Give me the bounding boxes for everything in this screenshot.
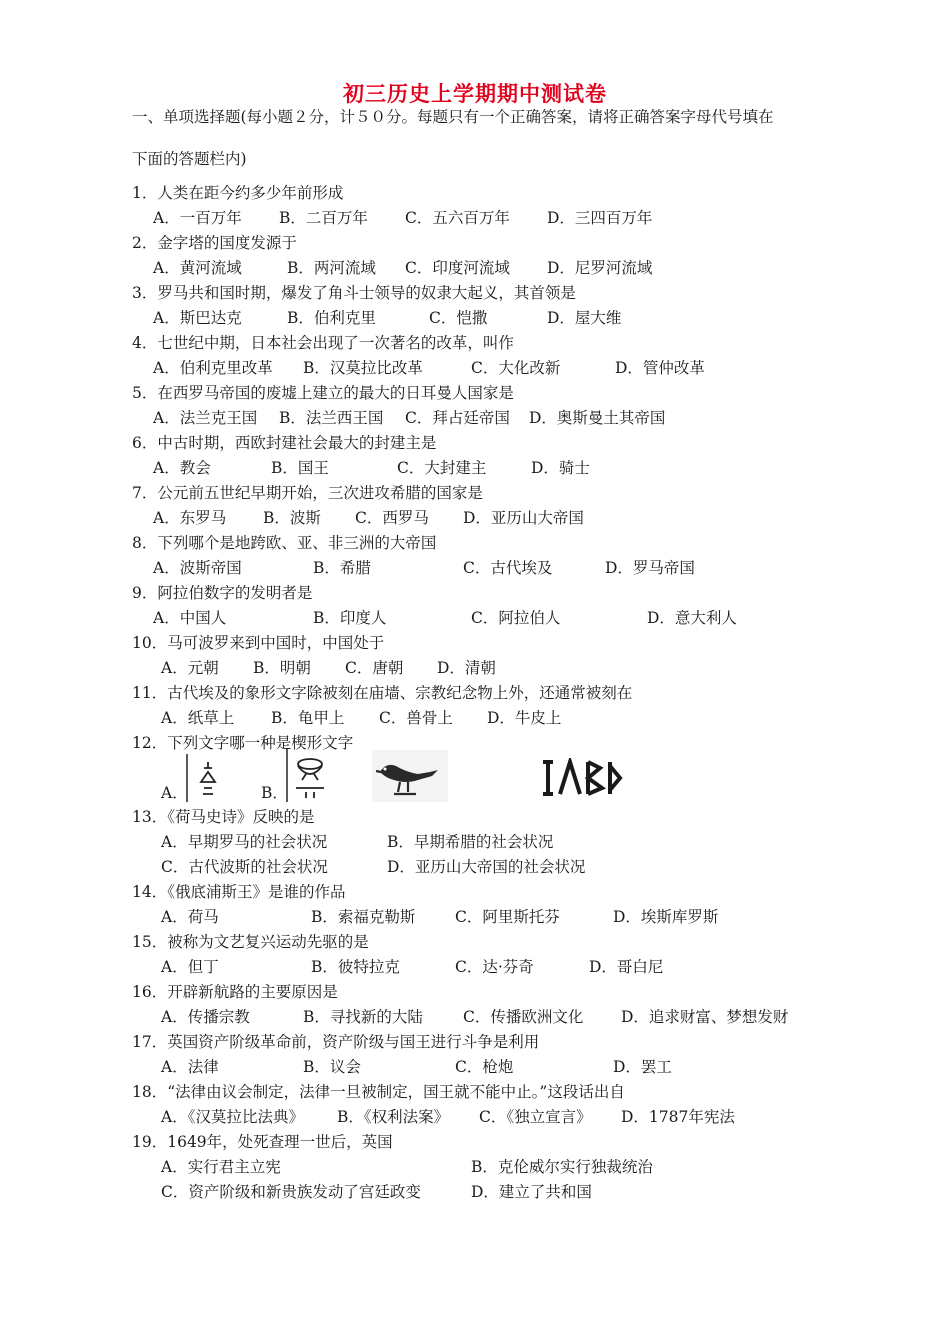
question-4-option-d: D．管仲改革 xyxy=(615,359,705,377)
question-1-option-d: D．三四百万年 xyxy=(547,209,653,227)
question-9-option-b: B．印度人 xyxy=(313,609,387,627)
question-18-option-c: C．《独立宣言》 xyxy=(479,1108,592,1126)
question-9-option-a: A．中国人 xyxy=(153,609,227,627)
question-5-stem: 5．在西罗马帝国的废墟上建立的最大的日耳曼人国家是 xyxy=(132,384,514,402)
question-11-option-b: B．龟甲上 xyxy=(271,709,345,727)
question-3-option-a: A．斯巴达克 xyxy=(153,309,242,327)
question-1-option-b: B．二百万年 xyxy=(279,209,368,227)
question-1-option-c: C．五六百万年 xyxy=(405,209,510,227)
question-18-option-b: B．《权利法案》 xyxy=(337,1108,450,1126)
question-2-option-d: D．尼罗河流域 xyxy=(547,259,653,277)
question-4-option-b: B．汉莫拉比改革 xyxy=(303,359,423,377)
question-14-option-a: A．荷马 xyxy=(161,908,219,926)
question-18-option-d: D．1787年宪法 xyxy=(621,1108,735,1126)
question-4-option-a: A．伯利克里改革 xyxy=(153,359,273,377)
question-9-option-d: D．意大利人 xyxy=(647,609,737,627)
section-instruction-line-1: 一、单项选择题(每小题２分，计５０分。每题只有一个正确答案，请将正确答案字母代号填在 xyxy=(132,108,774,126)
question-8-option-a: A．波斯帝国 xyxy=(153,559,242,577)
question-4-option-c: C．大化改新 xyxy=(471,359,561,377)
question-17-option-b: B．议会 xyxy=(303,1058,361,1076)
question-8-stem: 8．下列哪个是地跨欧、亚、非三洲的大帝国 xyxy=(132,534,437,552)
question-7-option-c: C．西罗马 xyxy=(355,509,429,527)
question-8-option-d: D．罗马帝国 xyxy=(605,559,695,577)
question-1-stem: 1．人类在距今约多少年前形成 xyxy=(132,184,344,202)
question-15-stem: 15．被称为文艺复兴运动先驱的是 xyxy=(132,933,369,951)
script-sample-d-image xyxy=(540,758,624,798)
question-5-option-c: C．拜占廷帝国 xyxy=(405,409,510,427)
question-3-option-b: B．伯利克里 xyxy=(287,309,376,327)
question-11-option-a: A．纸草上 xyxy=(161,709,235,727)
script-sample-a-image xyxy=(186,754,236,802)
question-11-option-c: C．兽骨上 xyxy=(379,709,453,727)
question-17-option-c: C．枪炮 xyxy=(455,1058,514,1076)
question-9-stem: 9．阿拉伯数字的发明者是 xyxy=(132,584,313,602)
question-15-option-a: A．但丁 xyxy=(161,958,219,976)
question-11-option-d: D．牛皮上 xyxy=(487,709,562,727)
question-17-option-a: A．法律 xyxy=(161,1058,219,1076)
question-18-stem: 18．“法律由议会制定，法律一旦被制定，国王就不能中止。”这段话出自 xyxy=(132,1083,625,1101)
question-2-option-a: A．黄河流域 xyxy=(153,259,242,277)
question-3-option-c: C．恺撒 xyxy=(429,309,488,327)
question-6-option-d: D．骑士 xyxy=(531,459,590,477)
question-11-stem: 11．古代埃及的象形文字除被刻在庙墙、宗教纪念物上外，还通常被刻在 xyxy=(132,684,633,702)
question-8-option-b: B．希腊 xyxy=(313,559,371,577)
question-10-option-d: D．清朝 xyxy=(437,659,496,677)
question-10-stem: 10．马可波罗来到中国时，中国处于 xyxy=(132,634,385,652)
question-16-option-a: A．传播宗教 xyxy=(161,1008,250,1026)
question-5-option-a: A．法兰克王国 xyxy=(153,409,258,427)
section-instruction-line-2: 下面的答题栏内) xyxy=(132,150,247,168)
script-sample-b-image xyxy=(286,748,338,802)
question-14-option-d: D．埃斯库罗斯 xyxy=(613,908,719,926)
question-14-option-b: B．索福克勒斯 xyxy=(311,908,416,926)
question-13-option-b: B．早期希腊的社会状况 xyxy=(387,833,554,851)
question-13-option-c: C．古代波斯的社会状况 xyxy=(161,858,328,876)
question-17-option-d: D．罢工 xyxy=(613,1058,672,1076)
question-9-option-c: C．阿拉伯人 xyxy=(471,609,561,627)
question-2-option-b: B．两河流域 xyxy=(287,259,376,277)
question-19-option-b: B．克伦威尔实行独裁统治 xyxy=(471,1158,653,1176)
question-12-stem-text: 12．下列文字哪一种是楔形文字 xyxy=(132,734,354,752)
question-14-stem: 14．《俄底浦斯王》是谁的作品 xyxy=(132,883,346,901)
question-13-stem: 13．《荷马史诗》反映的是 xyxy=(132,808,315,826)
question-17-stem: 17．英国资产阶级革命前，资产阶级与国王进行斗争是利用 xyxy=(132,1033,540,1051)
question-18-option-a: A．《汉莫拉比法典》 xyxy=(161,1108,304,1126)
question-13-option-a: A．早期罗马的社会状况 xyxy=(161,833,328,851)
question-6-stem: 6．中古时期，西欧封建社会最大的封建主是 xyxy=(132,434,437,452)
question-5-option-b: B．法兰西王国 xyxy=(279,409,384,427)
question-8-option-c: C．古代埃及 xyxy=(463,559,553,577)
question-16-option-c: C．传播欧洲文化 xyxy=(463,1008,584,1026)
question-14-option-c: C．阿里斯托芬 xyxy=(455,908,560,926)
question-2-stem: 2．金字塔的国度发源于 xyxy=(132,234,297,252)
question-7-option-b: B．波斯 xyxy=(263,509,321,527)
question-7-stem: 7．公元前五世纪早期开始，三次进攻希腊的国家是 xyxy=(132,484,483,502)
question-19-stem: 19．1649年，处死查理一世后，英国 xyxy=(132,1133,393,1151)
question-6-option-a: A．教会 xyxy=(153,459,211,477)
question-19-option-c: C．资产阶级和新贵族发动了宫廷政变 xyxy=(161,1183,421,1201)
question-12-option-b: B． xyxy=(261,784,288,802)
question-15-option-d: D．哥白尼 xyxy=(589,958,664,976)
question-16-option-d: D．追求财富、梦想发财 xyxy=(621,1008,789,1026)
question-15-option-c: C．达·芬奇 xyxy=(455,958,534,976)
question-19-option-a: A．实行君主立宪 xyxy=(161,1158,281,1176)
question-12-option-a: A． xyxy=(161,784,188,802)
question-16-stem: 16．开辟新航路的主要原因是 xyxy=(132,983,338,1001)
hieroglyph-bird-image xyxy=(372,750,448,802)
question-10-option-a: A．元朝 xyxy=(161,659,219,677)
question-7-option-d: D．亚历山大帝国 xyxy=(463,509,584,527)
question-19-option-d: D．建立了共和国 xyxy=(471,1183,592,1201)
question-1-option-a: A．一百万年 xyxy=(153,209,242,227)
question-3-stem: 3．罗马共和国时期，爆发了角斗士领导的奴隶大起义，其首领是 xyxy=(132,284,576,302)
question-16-option-b: B．寻找新的大陆 xyxy=(303,1008,423,1026)
question-10-option-c: C．唐朝 xyxy=(345,659,404,677)
question-2-option-c: C．印度河流域 xyxy=(405,259,510,277)
question-6-option-c: C．大封建主 xyxy=(397,459,487,477)
question-10-option-b: B．明朝 xyxy=(253,659,311,677)
question-5-option-d: D．奥斯曼土其帝国 xyxy=(529,409,666,427)
page-title: 初三历史上学期期中测试卷 xyxy=(343,82,607,106)
question-3-option-d: D．屋大维 xyxy=(547,309,622,327)
question-15-option-b: B．彼特拉克 xyxy=(311,958,400,976)
question-4-stem: 4．七世纪中期，日本社会出现了一次著名的改革，叫作 xyxy=(132,334,514,352)
question-7-option-a: A．东罗马 xyxy=(153,509,227,527)
question-13-option-d: D．亚历山大帝国的社会状况 xyxy=(387,858,586,876)
question-6-option-b: B．国王 xyxy=(271,459,329,477)
